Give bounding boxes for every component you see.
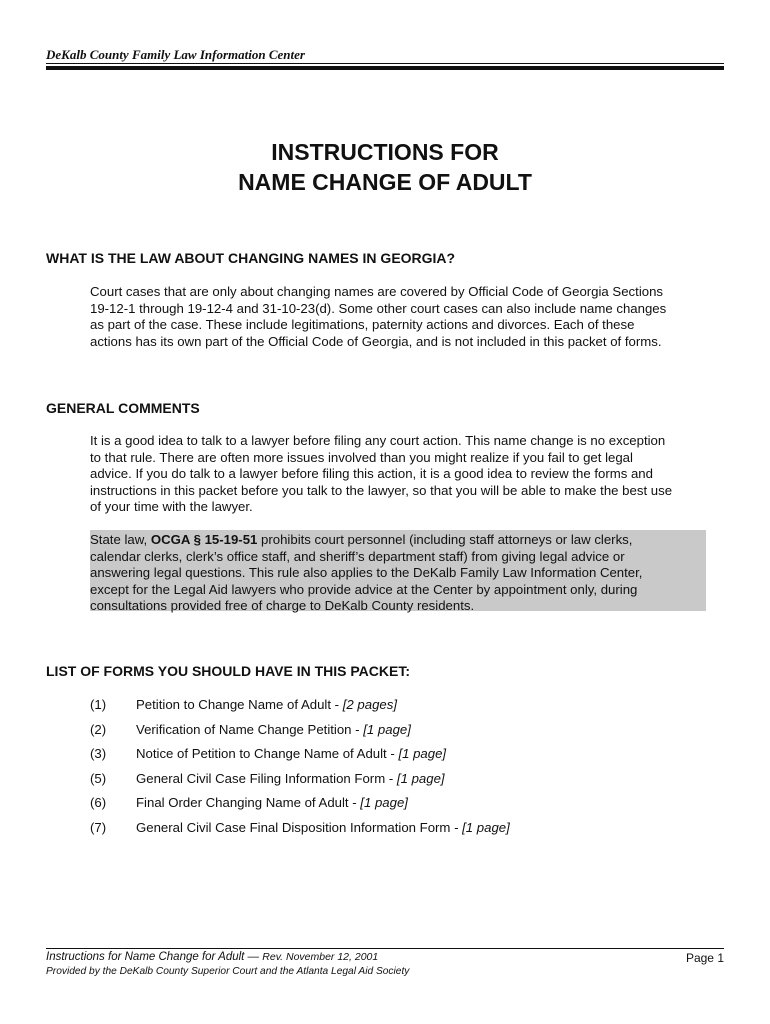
paragraph-line: as part of the case. These include legitimations, paternity actions and divorces. Each of these	[90, 317, 635, 333]
footer-revision: Rev. November 12, 2001	[262, 951, 379, 963]
form-name-wrap	[136, 746, 446, 761]
form-number: (1)	[90, 697, 107, 712]
notice-line: calendar clerks, clerk’s office staff, and sheriff’s department staff) from giving legal advice or	[90, 548, 625, 564]
form-name: Final Order Changing Name of Adult -	[136, 795, 361, 811]
form-name-wrap	[136, 820, 510, 835]
footer-doc-title: Instructions for Name Change for Adult —	[46, 951, 263, 963]
form-name: General Civil Case Final Disposition Information Form -	[136, 820, 463, 835]
section-heading-general: GENERAL COMMENTS	[46, 400, 200, 416]
notice-line	[90, 532, 706, 549]
paragraph-line: Court cases that are only about changing names are covered by Official Code of Georgia Sections	[90, 284, 664, 299]
form-name-wrap	[136, 722, 411, 737]
notice-prefix: State law,	[90, 532, 151, 547]
section-paragraph-general	[90, 433, 718, 516]
footer-provided-by: Provided by the DeKalb County Superior Court and the Atlanta Legal Aid Society	[46, 966, 410, 977]
paragraph-line: instructions in this packet before you talk to the lawyer, so that you will be able to make the best use	[90, 482, 673, 498]
section-paragraph-law	[90, 284, 718, 350]
footer-doc-title-line	[46, 951, 378, 963]
form-pages: [1 page]	[398, 746, 447, 762]
title-line-2: NAME CHANGE OF ADULT	[238, 169, 532, 195]
notice-line: answering legal questions. This rule also applies to the DeKalb Family Law Information Center,	[90, 565, 643, 581]
paragraph-line: 19-12-1 through 19-12-4 and 31-10-23(d). Some other court cases can also include name changes	[90, 300, 667, 316]
form-name: Petition to Change Name of Adult -	[136, 697, 343, 712]
form-name: Notice of Petition to Change Name of Adult -	[136, 746, 399, 762]
paragraph-line: It is a good idea to talk to a lawyer before filing any court action. This name change is no exception	[90, 433, 666, 448]
form-number: (2)	[90, 721, 107, 737]
paragraph-line: actions has its own part of the Official Code of Georgia, and is not included in this packet of forms.	[90, 333, 662, 349]
form-number: (7)	[90, 820, 107, 835]
paragraph-line: of your time with the lawyer.	[90, 499, 253, 515]
form-name: Verification of Name Change Petition -	[136, 721, 364, 737]
header-rule-thick	[46, 66, 724, 70]
header-rule-thin	[46, 63, 724, 64]
footer-page-number: Page 1	[685, 951, 724, 965]
notice-line: consultations provided free of charge to DeKalb County residents.	[90, 598, 475, 614]
form-number: (6)	[90, 795, 107, 811]
form-pages: [1 page]	[462, 820, 510, 835]
paragraph-line: advice. If you do talk to a lawyer before filing this action, it is a good idea to review the forms and	[90, 466, 653, 482]
notice-line: except for the Legal Aid lawyers who provide advice at the Center by appointment only, during	[90, 581, 638, 597]
form-number: (5)	[90, 770, 107, 786]
page-title	[0, 137, 770, 197]
section-heading-forms: LIST OF FORMS YOU SHOULD HAVE IN THIS PACKET:	[46, 663, 411, 679]
form-name: General Civil Case Filing Information Form -	[136, 770, 397, 786]
form-name-wrap	[136, 771, 445, 786]
section-heading-law: WHAT IS THE LAW ABOUT CHANGING NAMES IN GEORGIA?	[46, 250, 456, 266]
header-org-name: DeKalb County Family Law Information Center	[46, 47, 305, 62]
form-number: (3)	[90, 746, 107, 762]
paragraph-line: to that rule. There are often more issues involved than you might realize if you fail to get legal	[90, 449, 633, 465]
form-pages: [1 page]	[363, 721, 411, 737]
form-pages: [1 page]	[396, 770, 445, 786]
form-name-wrap	[136, 697, 397, 712]
form-pages: [2 pages]	[342, 697, 397, 712]
notice-line-rest: prohibits court personnel (including staff attorneys or law clerks,	[257, 532, 633, 547]
form-pages: [1 page]	[360, 795, 408, 811]
form-name-wrap	[136, 795, 408, 810]
legal-notice-text	[90, 532, 706, 615]
title-line-1: INSTRUCTIONS FOR	[271, 139, 499, 165]
notice-statute: OCGA § 15-19-51	[150, 532, 258, 547]
footer-rule	[46, 948, 724, 949]
